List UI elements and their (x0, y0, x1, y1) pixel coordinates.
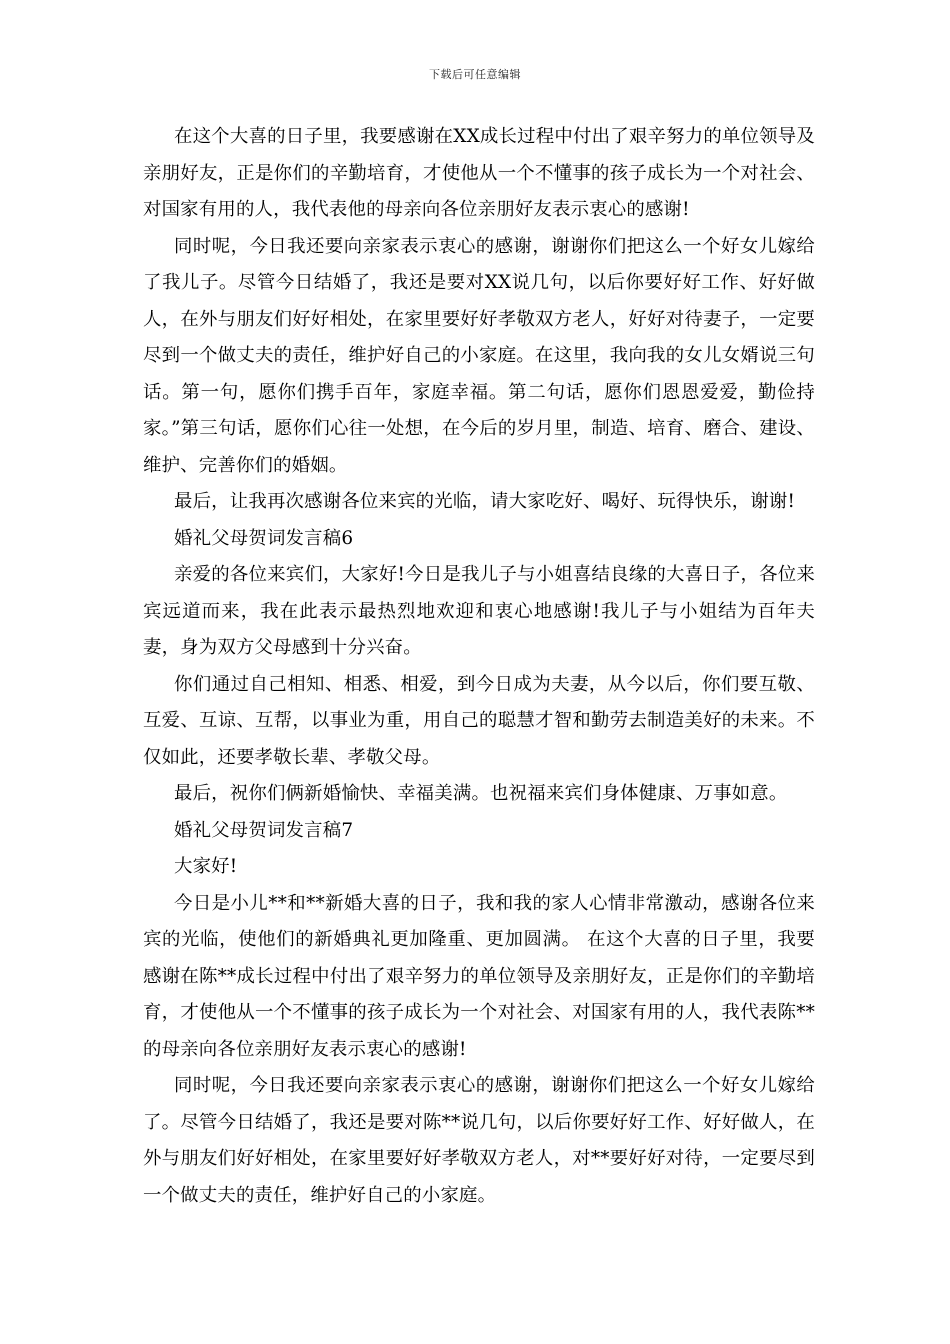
document-body (143, 119, 815, 1214)
paragraph: 最后，让我再次感谢各位来宾的光临，请大家吃好、喝好、玩得快乐，谢谢! (174, 491, 796, 512)
section-heading: 婚礼父母贺词发言稿6 (174, 527, 354, 549)
paragraph: 今日是小儿**和**新婚大喜的日子，我和我的家人心情非常激动，感谢各位来宾的光临，使他们的新婚典礼更加隆重、更加圆满。 在这个大喜的日子里，我要感谢在陈**成长过程中付出了艰辛努力的单位领导及亲朋好友，正是你们的辛勤培育，才使他从一个不懂事的孩子成长为一个对社会、对国家有用的人，我代表陈**的母亲向各位亲朋好友表示衷心的感谢! (143, 892, 815, 1060)
paragraph: 亲爱的各位来宾们，大家好!今日是我儿子与小姐喜结良缘的大喜日子，各位来宾远道而来，我在此表示最热烈地欢迎和衷心地感谢!我儿子与小姐结为百年夫妻，身为双方父母感到十分兴奋。 (143, 564, 815, 658)
page-header-note: 下载后可任意编辑 (429, 68, 521, 81)
paragraph: 同时呢，今日我还要向亲家表示衷心的感谢，谢谢你们把这么一个好女儿嫁给了。尽管今日结婚了，我还是要对陈**说几句，以后你要好好工作、好好做人，在外与朋友们好好相处，在家里要好好孝敬双方老人，对**要好好对待，一定要尽到一个做丈夫的责任，维护好自己的小家庭。 (143, 1075, 815, 1206)
paragraph: 在这个大喜的日子里，我要感谢在XX成长过程中付出了艰辛努力的单位领导及亲朋好友，正是你们的辛勤培育，才使他从一个不懂事的孩子成长为一个对社会、对国家有用的人，我代表他的母亲向各位亲朋好友表示衷心的感谢! (143, 126, 815, 220)
paragraph: 大家好! (174, 856, 238, 877)
paragraph: 同时呢，今日我还要向亲家表示衷心的感谢，谢谢你们把这么一个好女儿嫁给了我儿子。尽管今日结婚了，我还是要对XX说几句，以后你要好好工作、好好做人，在外与朋友们好好相处，在家里要好好孝敬双方老人，好好对待妻子，一定要尽到一个做丈夫的责任，维护好自己的小家庭。在这里，我向我的女儿女婿说三句话。第一句，愿你们携手百年，家庭幸福。第二句话，愿你们恩恩爱爱，勤俭持家。”第三句话，愿你们心往一处想，在今后的岁月里，制造、培育、磨合、建设、维护、完善你们的婚姻。 (143, 235, 815, 476)
section-heading: 婚礼父母贺词发言稿7 (174, 819, 354, 841)
paragraph: 最后，祝你们俩新婚愉快、幸福美满。也祝福来宾们身体健康、万事如意。 (174, 783, 788, 804)
paragraph: 你们通过自己相知、相悉、相爱，到今日成为夫妻，从今以后，你们要互敬、互爱、互谅、互帮，以事业为重，用自己的聪慧才智和勤劳去制造美好的未来。不仅如此，还要孝敬长辈、孝敬父母。 (143, 673, 815, 768)
